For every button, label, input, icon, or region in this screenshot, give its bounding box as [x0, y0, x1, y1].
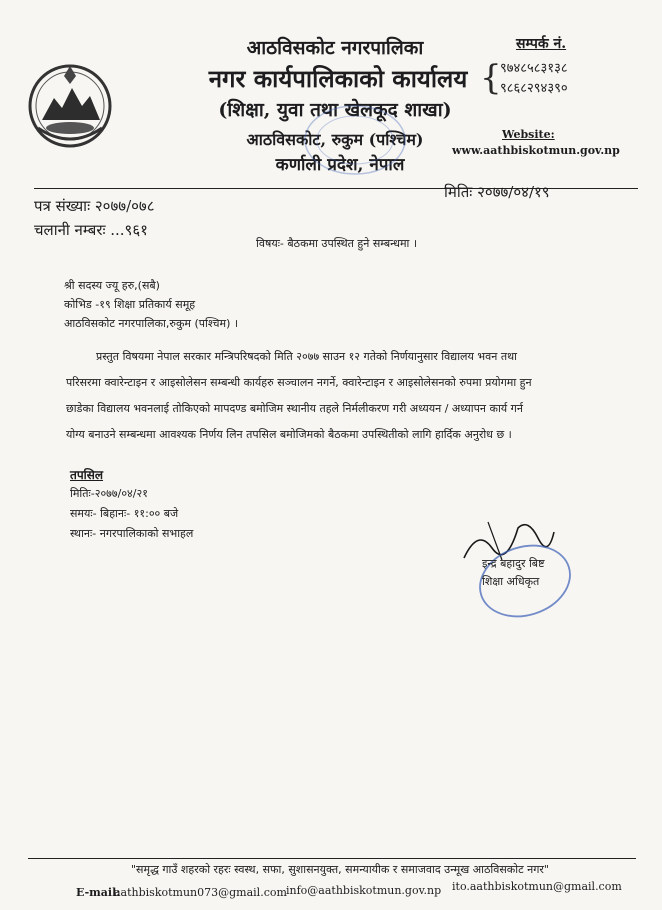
- website-label: Website:: [502, 128, 555, 141]
- addressee-line-2: कोभिड -१९ शिक्षा प्रतिकार्य समूह: [64, 298, 196, 311]
- province-country: कर्णाली प्रदेश, नेपाल: [275, 155, 405, 175]
- contact-title: सम्पर्क नं.: [516, 36, 567, 52]
- body-line-2: परिसरमा क्वारेन्टाइन र आइसोलेसन सम्बन्धी कार्यहरु सञ्चालन नगर्ने, क्वारेन्टाइन र आइसोलेसनको रुपमा प्रयोगमा हुन: [66, 376, 532, 389]
- meeting-time: समयः- बिहानः- ११:०० बजे: [70, 507, 179, 520]
- dispatch-number: चलानी नम्बरः ...९६१: [34, 221, 148, 239]
- office-location: आठविसकोट, रुकुम (पश्चिम): [246, 130, 424, 149]
- letter-subject: विषयः- बैठकमा उपस्थित हुने सम्बन्धमा ।: [256, 237, 418, 250]
- signatory-name: इन्द्र बहादुर बिष्ट: [482, 557, 545, 570]
- info-email[interactable]: info@aathbiskotmun.gov.np: [286, 884, 442, 897]
- office-name: नगर कार्यपालिकाको कार्यालय: [208, 64, 468, 93]
- letter-number: पत्र संख्याः २०७७/०७८: [34, 197, 155, 215]
- details-heading: तपसिल: [70, 468, 104, 482]
- signatory-title: शिक्षा अधिकृत: [482, 575, 540, 588]
- phone-number-1: ९७४८५८३१३८: [500, 61, 568, 76]
- email-label: E-mail:: [76, 886, 121, 899]
- addressee-line-1: श्री सदस्य ज्यू हरु,(सबै): [64, 279, 160, 292]
- footer-motto: "समृद्ध गाउँ शहरको रहरः स्वस्थ, सफा, सुशासनयुक्त, समन्यायीक र समाजवाद उन्मूख आठविसकोट नगर": [131, 863, 549, 876]
- phone-number-2: ९८६८२९४३९०: [500, 81, 568, 96]
- office-stamp-icon: [300, 100, 410, 180]
- nepal-emblem-icon: [24, 58, 116, 150]
- meeting-date: मितिः-२०७७/०४/२१: [70, 487, 148, 500]
- body-line-1: प्रस्तुत विषयमा नेपाल सरकार मन्त्रिपरिषदको मिति २०७७ साउन १२ गतेको निर्णयानुसार विद्यालय भवन तथा: [96, 350, 517, 363]
- body-line-3: छाडेका विद्यालय भवनलाई तोकिएको मापदण्ड बमोजिम स्थानीय तहले निर्मलीकरण गरी अध्ययन / अध्यापन कार्य गर्न: [66, 402, 523, 415]
- section-name: (शिक्षा, युवा तथा खेलकूद शाखा): [218, 99, 452, 121]
- body-line-4: योग्य बनाउने सम्बन्धमा आवश्यक निर्णय लिन तपसिल बमोजिमको बैठकमा उपस्थितीको लागि हार्दिक अनुरोध छ ।: [66, 428, 512, 441]
- brace-icon: {: [480, 58, 502, 98]
- letter-date: मितिः २०७७/०४/१९: [444, 183, 550, 201]
- addressee-line-3: आठविसकोट नगरपालिका,रुकुम (पश्चिम) ।: [64, 317, 239, 330]
- email-address[interactable]: aathbiskotmun073@gmail.com: [114, 886, 287, 899]
- ito-email[interactable]: ito.aathbiskotmun@gmail.com: [452, 880, 622, 893]
- website-url[interactable]: www.aathbiskotmun.gov.np: [452, 144, 620, 157]
- municipality-name: आठविसकोट नगरपालिका: [246, 37, 424, 59]
- meeting-place: स्थानः- नगरपालिकाको सभाहल: [70, 527, 194, 540]
- footer-divider: [28, 858, 636, 859]
